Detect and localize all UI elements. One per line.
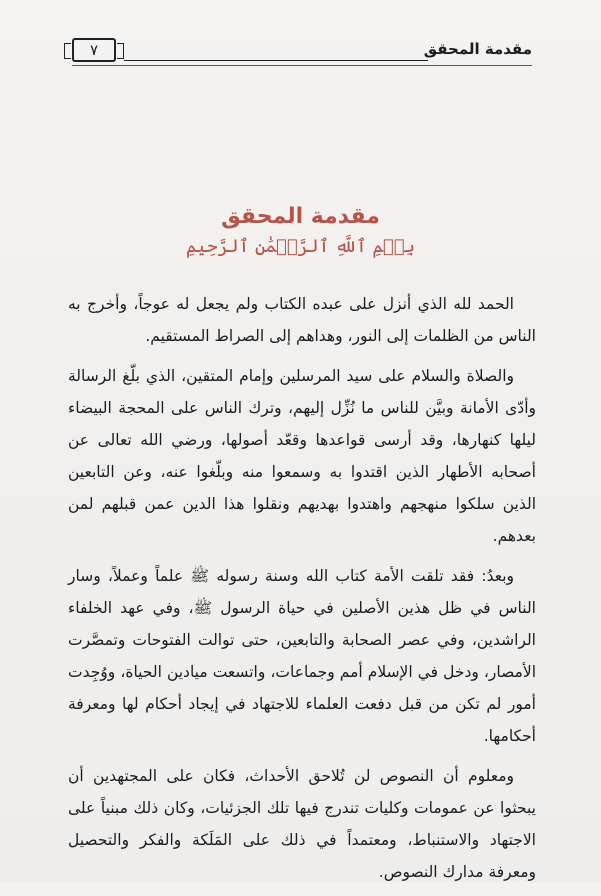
header-underline — [72, 65, 532, 66]
header-rule — [124, 60, 428, 61]
body-text — [68, 288, 536, 896]
paragraph: ومعلوم أن النصوص لن تُلاحق الأحداث، فكان على المجتهدين أن يبحثوا عن عمومات وكليات تندرج فيها تلك الجزئيات، وكان ذلك مبنياً على الاجتهاد والاستنباط، ومعتمداً في ذلك على المَلَكة والفكر والتحصيل ومعرفة مدارك النصوص. — [68, 767, 536, 881]
basmala: بِسۡمِ ٱللَّهِ ٱلرَّحۡمَٰنِ ٱلرَّحِيمِ — [185, 236, 416, 257]
page-number: ٧ — [89, 41, 99, 59]
section-title: مقدمة المحقق — [221, 204, 380, 229]
page-header — [72, 38, 532, 64]
paragraph: وبعدُ: فقد تلقت الأمة كتاب الله وسنة رسوله ﷺ علماً وعملاً، وسار الناس في ظل هذين الأصلين في حياة الرسول ﷺ، وفي عهد الخلفاء الراشدين، وفي عصر الصحابة والتابعين، حتى توالت الفتوحات وتمصَّرت الأمصار، ودخل في الإسلام أمم وجماعات، واتسعت ميادين الحياة، ووُجِدت أمور لم تكن من قبل دفعت العلماء للاجتهاد في إيجاد أحكام لها ومعرفة أحكامها. — [68, 567, 536, 745]
paragraph: الحمد لله الذي أنزل على عبده الكتاب ولم يجعل له عوجاً، وأخرج به الناس من الظلمات إلى النور، وهداهم إلى الصراط المستقيم. — [68, 295, 536, 345]
running-title: مقدمة المحقق — [423, 40, 532, 58]
paragraph: والصلاة والسلام على سيد المرسلين وإمام المتقين، الذي بلّغ الرسالة وأدّى الأمانة وبيَّن للناس ما نُزِّل إليهم، وترك الناس على المحجة البيضاء ليلها كنهارها، وقد أرسى قواعدها وقعّد أصولها، ورضي الله تعالى عن أصحابه الأطهار الذين اقتدوا به وسمعوا منه وبلّغوا عنه، وعن التابعين الذين سلكوا منهجهم واهتدوا بهديهم ونقلوا هذا الدين عمن قبلهم لمن بعدهم. — [68, 367, 536, 545]
page-number-frame — [72, 38, 116, 62]
